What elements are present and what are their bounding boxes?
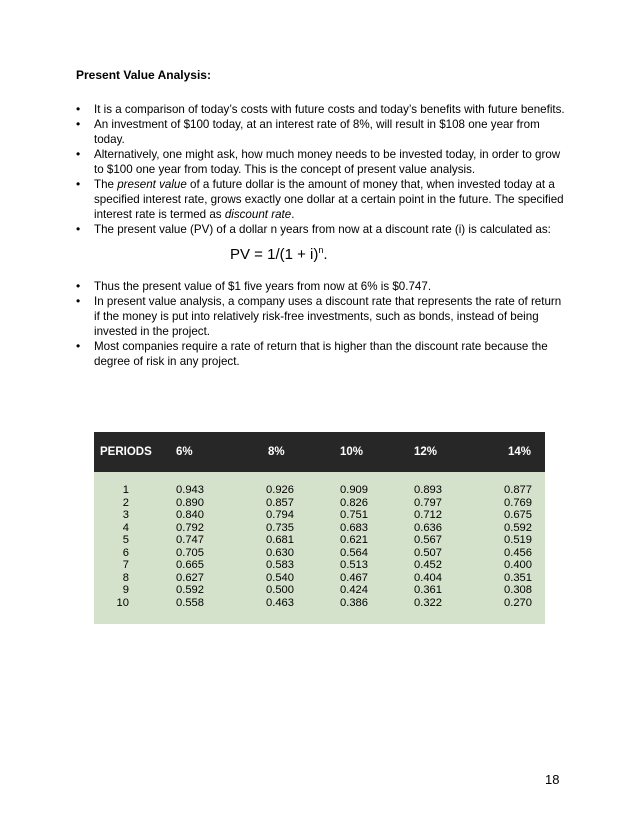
- table-body: [94, 472, 545, 609]
- formula-exponent: n: [318, 245, 324, 255]
- value-cell: 0.712: [414, 509, 442, 521]
- value-cell: 0.797: [414, 496, 442, 509]
- value-cell: 0.943: [176, 484, 204, 496]
- value-cell: 0.564: [340, 546, 368, 559]
- value-cell: 0.665: [176, 559, 204, 571]
- value-cell: 0.270: [504, 596, 532, 609]
- header-periods: PERIODS: [94, 432, 166, 472]
- value-cell: 0.751: [340, 509, 368, 521]
- bullet-text: Alternatively, one might ask, how much money needs to be invested today, in order to grow to $100 one year from today. This is the concept of present value analysis.: [94, 148, 561, 176]
- value-cell: 0.705: [176, 546, 204, 559]
- value-cell: 0.627: [176, 571, 204, 584]
- value-cell: 0.540: [266, 571, 294, 584]
- period-cell: 2: [122, 496, 129, 509]
- table-row: [94, 534, 545, 547]
- value-cell: 0.386: [340, 596, 368, 609]
- period-cell: 1: [122, 484, 129, 496]
- bullet-item: [76, 147, 566, 177]
- bullet-item: [76, 102, 566, 117]
- bullet-item: [76, 339, 566, 369]
- value-cell: 0.400: [504, 559, 532, 571]
- value-cell: 0.683: [340, 521, 368, 534]
- pv-formula: [94, 240, 566, 265]
- value-cell: 0.519: [504, 534, 532, 546]
- value-cell: 0.567: [414, 534, 442, 546]
- bullet-item: [76, 222, 566, 265]
- period-cell: 7: [122, 559, 129, 571]
- value-cell: 0.424: [340, 584, 368, 596]
- bullet-text-mid: of a future dollar is the amount of money that, when invested today at a specified interest rate, grows exactly one dollar at a certain point in the future. The specified interest rate is termed as: [94, 178, 564, 221]
- section-heading: Present Value Analysis:: [76, 68, 211, 82]
- bullet-text: An investment of $100 today, at an interest rate of 8%, will result in $108 one year from today.: [94, 118, 540, 146]
- bullet-list: [76, 102, 566, 369]
- bullet-item: [76, 279, 566, 294]
- bullet-text: In present value analysis, a company uses a discount rate that represents the rate of return if the money is put into relatively risk-free investments, such as bonds, instead of being invested in the project.: [94, 295, 562, 338]
- table-header-row: [94, 432, 545, 472]
- bullet-text-pre: The: [94, 178, 118, 191]
- value-cell: 0.735: [266, 521, 294, 534]
- header-6pct: 6%: [166, 432, 240, 472]
- present-value-table: [94, 432, 545, 624]
- value-cell: 0.351: [504, 571, 532, 584]
- period-cell: 3: [122, 509, 129, 521]
- value-cell: 0.877: [504, 484, 532, 496]
- value-cell: 0.322: [414, 596, 442, 609]
- value-cell: 0.592: [176, 584, 204, 596]
- value-cell: 0.452: [414, 559, 442, 571]
- header-12pct: 12%: [396, 432, 472, 472]
- formula-end: .: [323, 246, 328, 263]
- bullet-text: The present value (PV) of a dollar n years from now at a discount rate (i) is calculated as:: [94, 223, 551, 236]
- period-cell: 5: [122, 534, 129, 546]
- header-10pct: 10%: [318, 432, 396, 472]
- bullet-text: Most companies require a rate of return that is higher than the discount rate because the degree of risk in any project.: [94, 340, 548, 368]
- value-cell: 0.583: [266, 559, 294, 571]
- value-cell: 0.592: [504, 521, 532, 534]
- table-row: [94, 509, 545, 522]
- bullet-text: It is a comparison of today’s costs with future costs and today’s benefits with future benefits.: [94, 103, 565, 116]
- bullet-text: Thus the present value of $1 five years from now at 6% is $0.747.: [94, 280, 432, 293]
- value-cell: 0.926: [266, 484, 294, 496]
- value-cell: 0.857: [266, 496, 294, 509]
- value-cell: 0.681: [266, 534, 294, 546]
- table-row: [94, 522, 545, 535]
- period-cell: 10: [116, 596, 129, 609]
- value-cell: 0.675: [504, 509, 532, 521]
- value-cell: 0.404: [414, 571, 442, 584]
- header-14pct: 14%: [472, 432, 545, 472]
- table-row: [94, 584, 545, 597]
- table-row: [94, 547, 545, 560]
- value-cell: 0.890: [176, 496, 204, 509]
- bullet-text-post: .: [291, 208, 295, 221]
- table-row: [94, 497, 545, 510]
- value-cell: 0.747: [176, 534, 204, 546]
- value-cell: 0.558: [176, 596, 204, 609]
- value-cell: 0.636: [414, 521, 442, 534]
- value-cell: 0.794: [266, 509, 294, 521]
- value-cell: 0.792: [176, 521, 204, 534]
- term-present-value: present value: [117, 178, 187, 191]
- period-cell: 6: [122, 546, 129, 559]
- bullet-item: [76, 294, 566, 339]
- value-cell: 0.500: [266, 584, 294, 596]
- value-cell: 0.826: [340, 496, 368, 509]
- value-cell: 0.769: [504, 496, 532, 509]
- value-cell: 0.513: [340, 559, 368, 571]
- value-cell: 0.467: [340, 571, 368, 584]
- value-cell: 0.909: [340, 484, 368, 496]
- value-cell: 0.507: [414, 546, 442, 559]
- value-cell: 0.308: [504, 584, 532, 596]
- formula-main: PV = 1/(1 + i): [230, 246, 319, 263]
- value-cell: 0.893: [414, 484, 442, 496]
- table-row: [94, 472, 545, 497]
- value-cell: 0.463: [266, 596, 294, 609]
- value-cell: 0.840: [176, 509, 204, 521]
- page-number: 18: [545, 772, 560, 787]
- pv-table: [94, 432, 545, 609]
- table-row: [94, 572, 545, 585]
- table-row: [94, 559, 545, 572]
- value-cell: 0.361: [414, 584, 442, 596]
- period-cell: 4: [122, 521, 129, 534]
- bullet-item: [76, 177, 566, 222]
- period-cell: 8: [122, 571, 129, 584]
- table-row: [94, 597, 545, 610]
- term-discount-rate: discount rate: [224, 208, 292, 221]
- bullet-item: [76, 117, 566, 147]
- header-8pct: 8%: [240, 432, 318, 472]
- value-cell: 0.456: [504, 546, 532, 559]
- value-cell: 0.630: [266, 546, 294, 559]
- value-cell: 0.621: [340, 534, 368, 546]
- period-cell: 9: [122, 584, 129, 596]
